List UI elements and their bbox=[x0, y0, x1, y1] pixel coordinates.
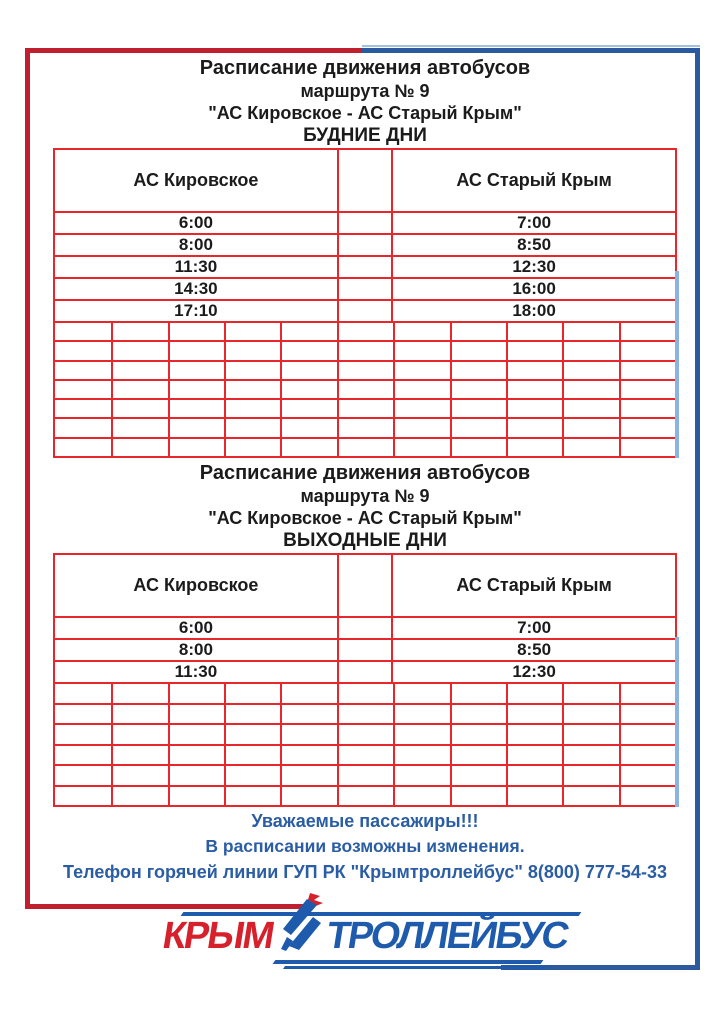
empty-cell bbox=[562, 746, 618, 765]
empty-cell bbox=[562, 684, 618, 703]
empty-cell bbox=[337, 342, 393, 359]
schedule-table-weekdays bbox=[53, 148, 677, 458]
empty-cell bbox=[450, 323, 506, 340]
departure-time: 8:00 bbox=[178, 235, 213, 254]
empty-cell bbox=[506, 439, 562, 456]
empty-cell bbox=[619, 725, 675, 744]
empty-cell bbox=[506, 725, 562, 744]
spacer-cell bbox=[337, 301, 393, 321]
empty-cell bbox=[224, 787, 280, 806]
empty-cell bbox=[506, 362, 562, 379]
empty-cell bbox=[337, 684, 393, 703]
empty-cell bbox=[224, 766, 280, 785]
empty-cell bbox=[224, 419, 280, 436]
empty-cell bbox=[337, 362, 393, 379]
empty-cell bbox=[168, 381, 224, 398]
empty-cell bbox=[619, 400, 675, 417]
time-row bbox=[55, 233, 675, 255]
empty-cell bbox=[619, 381, 675, 398]
empty-cell bbox=[168, 362, 224, 379]
departure-time: 14:30 bbox=[174, 279, 218, 298]
table1-right-blue-edge bbox=[675, 271, 679, 458]
logo-bottom-line-1 bbox=[273, 960, 544, 964]
departure-time: 17:10 bbox=[174, 301, 218, 320]
empty-cell bbox=[337, 746, 393, 765]
empty-cell bbox=[224, 323, 280, 340]
empty-cell bbox=[168, 725, 224, 744]
column-header-kirovskoe: АС Кировское bbox=[133, 575, 259, 595]
empty-cell bbox=[55, 400, 111, 417]
empty-row bbox=[55, 417, 675, 436]
empty-cell bbox=[450, 400, 506, 417]
page-title: Расписание движения автобусов bbox=[199, 57, 531, 79]
empty-cell bbox=[280, 362, 336, 379]
empty-row bbox=[55, 340, 675, 359]
table-header-row bbox=[55, 555, 675, 616]
arrival-time: 12:30 bbox=[512, 662, 556, 681]
empty-cell bbox=[562, 400, 618, 417]
empty-cell bbox=[55, 419, 111, 436]
empty-row bbox=[55, 321, 675, 340]
arrival-time: 8:50 bbox=[517, 640, 552, 659]
column-header-spacer bbox=[337, 555, 393, 616]
frame-top-blue bbox=[362, 48, 700, 53]
table2-right-blue-edge bbox=[675, 637, 679, 807]
empty-cell bbox=[450, 787, 506, 806]
column-header-kirovskoe: АС Кировское bbox=[133, 170, 259, 190]
empty-cell bbox=[55, 766, 111, 785]
empty-cell bbox=[168, 684, 224, 703]
empty-row bbox=[55, 764, 675, 785]
empty-cell bbox=[55, 439, 111, 456]
empty-cell bbox=[224, 725, 280, 744]
empty-row bbox=[55, 703, 675, 724]
empty-cell bbox=[393, 787, 449, 806]
empty-cell bbox=[55, 787, 111, 806]
empty-row bbox=[55, 437, 675, 456]
empty-cell bbox=[168, 766, 224, 785]
logo-word-krym: КРЫМ bbox=[159, 915, 276, 957]
spacer-cell bbox=[337, 662, 393, 682]
frame-top-light-blue-line bbox=[362, 45, 700, 47]
empty-cell bbox=[168, 400, 224, 417]
empty-cell bbox=[280, 419, 336, 436]
empty-cell bbox=[337, 419, 393, 436]
time-row bbox=[55, 638, 675, 660]
empty-cell bbox=[55, 342, 111, 359]
empty-cell bbox=[450, 746, 506, 765]
empty-cell bbox=[280, 381, 336, 398]
empty-cell bbox=[280, 439, 336, 456]
passengers-notice: Уважаемые пассажиры!!! bbox=[251, 811, 479, 831]
empty-row bbox=[55, 398, 675, 417]
empty-cell bbox=[337, 725, 393, 744]
departure-time: 11:30 bbox=[174, 257, 218, 276]
empty-cell bbox=[619, 362, 675, 379]
empty-cell bbox=[337, 439, 393, 456]
empty-cell bbox=[393, 766, 449, 785]
empty-cell bbox=[55, 362, 111, 379]
empty-cell bbox=[506, 766, 562, 785]
weekend-title-block bbox=[53, 461, 677, 552]
empty-cell bbox=[280, 725, 336, 744]
column-header-stary-krym: АС Старый Крым bbox=[456, 170, 612, 190]
spacer-cell bbox=[337, 279, 393, 299]
empty-cell bbox=[619, 342, 675, 359]
empty-cell bbox=[619, 323, 675, 340]
spacer-cell bbox=[337, 618, 393, 638]
arrival-time: 12:30 bbox=[512, 257, 556, 276]
rooster-icon bbox=[278, 891, 324, 953]
empty-cell bbox=[393, 439, 449, 456]
empty-cell bbox=[111, 705, 167, 724]
empty-cell bbox=[506, 787, 562, 806]
empty-cell bbox=[55, 381, 111, 398]
arrival-time: 8:50 bbox=[517, 235, 552, 254]
empty-cell bbox=[450, 684, 506, 703]
empty-cell bbox=[562, 787, 618, 806]
table-header-row bbox=[55, 150, 675, 211]
empty-cell bbox=[450, 342, 506, 359]
empty-cell bbox=[619, 705, 675, 724]
empty-cell bbox=[111, 787, 167, 806]
route-name: "АС Кировское - АС Старый Крым" bbox=[208, 103, 522, 123]
empty-cell bbox=[111, 419, 167, 436]
footer-notices bbox=[53, 809, 677, 885]
empty-cell bbox=[619, 419, 675, 436]
departure-time: 6:00 bbox=[178, 618, 213, 637]
empty-cell bbox=[393, 362, 449, 379]
empty-cell bbox=[450, 362, 506, 379]
time-row bbox=[55, 299, 675, 321]
empty-cell bbox=[506, 323, 562, 340]
empty-cell bbox=[393, 705, 449, 724]
logo-bottom-line-2 bbox=[283, 966, 547, 969]
empty-cell bbox=[280, 400, 336, 417]
time-row bbox=[55, 255, 675, 277]
empty-cell bbox=[337, 381, 393, 398]
empty-cell bbox=[393, 684, 449, 703]
empty-cell bbox=[619, 684, 675, 703]
frame-right-blue bbox=[695, 48, 700, 970]
spacer-cell bbox=[337, 213, 393, 233]
changes-notice: В расписании возможны изменения. bbox=[205, 836, 525, 856]
empty-row bbox=[55, 379, 675, 398]
empty-cell bbox=[280, 746, 336, 765]
empty-cell bbox=[55, 746, 111, 765]
empty-cell bbox=[168, 439, 224, 456]
empty-cell bbox=[562, 725, 618, 744]
departure-time: 6:00 bbox=[178, 213, 213, 232]
departure-time: 8:00 bbox=[178, 640, 213, 659]
empty-cell bbox=[393, 725, 449, 744]
empty-cell bbox=[450, 766, 506, 785]
empty-cell bbox=[224, 439, 280, 456]
empty-cell bbox=[55, 725, 111, 744]
empty-cell bbox=[562, 439, 618, 456]
empty-cell bbox=[562, 705, 618, 724]
weekday-title-block bbox=[53, 56, 677, 147]
empty-cell bbox=[450, 419, 506, 436]
spacer-cell bbox=[337, 235, 393, 255]
empty-cell bbox=[111, 725, 167, 744]
arrival-time: 18:00 bbox=[512, 301, 556, 320]
empty-cell bbox=[619, 439, 675, 456]
krymtrolleybus-logo bbox=[53, 891, 677, 977]
empty-cell bbox=[111, 323, 167, 340]
empty-cell bbox=[562, 362, 618, 379]
empty-cell bbox=[55, 684, 111, 703]
time-row bbox=[55, 616, 675, 638]
empty-row bbox=[55, 360, 675, 379]
empty-cell bbox=[506, 381, 562, 398]
empty-cell bbox=[450, 705, 506, 724]
spacer-cell bbox=[337, 257, 393, 277]
empty-cell bbox=[450, 439, 506, 456]
column-header-spacer bbox=[337, 150, 393, 211]
empty-cell bbox=[111, 766, 167, 785]
empty-row bbox=[55, 723, 675, 744]
time-row bbox=[55, 211, 675, 233]
departure-time: 11:30 bbox=[174, 662, 218, 681]
frame-top-red bbox=[25, 48, 362, 53]
empty-row bbox=[55, 785, 675, 806]
empty-cell bbox=[562, 419, 618, 436]
route-name: "АС Кировское - АС Старый Крым" bbox=[208, 508, 522, 528]
empty-cell bbox=[280, 342, 336, 359]
time-row bbox=[55, 660, 675, 682]
empty-cell bbox=[168, 705, 224, 724]
schedule-table-weekends bbox=[53, 553, 677, 807]
empty-row bbox=[55, 744, 675, 765]
empty-cell bbox=[55, 705, 111, 724]
empty-cell bbox=[224, 400, 280, 417]
empty-cell bbox=[224, 342, 280, 359]
weekday-label: БУДНИЕ ДНИ bbox=[303, 125, 427, 146]
empty-cell bbox=[506, 746, 562, 765]
empty-cell bbox=[506, 705, 562, 724]
hotline-phone: Телефон горячей линии ГУП РК "Крымтроллейбус" 8(800) 777-54-33 bbox=[63, 862, 667, 882]
empty-cell bbox=[562, 342, 618, 359]
empty-cell bbox=[337, 766, 393, 785]
empty-cell bbox=[337, 787, 393, 806]
empty-cell bbox=[506, 400, 562, 417]
empty-cell bbox=[224, 705, 280, 724]
empty-cell bbox=[337, 400, 393, 417]
empty-cell bbox=[393, 342, 449, 359]
empty-cell bbox=[450, 381, 506, 398]
spacer-cell bbox=[337, 640, 393, 660]
empty-cell bbox=[393, 323, 449, 340]
empty-cell bbox=[168, 323, 224, 340]
page-title: Расписание движения автобусов bbox=[199, 462, 531, 484]
empty-cell bbox=[619, 766, 675, 785]
arrival-time: 7:00 bbox=[517, 618, 552, 637]
empty-cell bbox=[280, 705, 336, 724]
arrival-time: 7:00 bbox=[517, 213, 552, 232]
weekend-label: ВЫХОДНЫЕ ДНИ bbox=[283, 530, 447, 551]
route-number: маршрута № 9 bbox=[300, 486, 430, 506]
empty-cell bbox=[337, 323, 393, 340]
empty-cell bbox=[393, 746, 449, 765]
empty-cell bbox=[393, 400, 449, 417]
empty-cell bbox=[562, 766, 618, 785]
empty-cell bbox=[619, 746, 675, 765]
empty-cell bbox=[111, 381, 167, 398]
empty-cell bbox=[337, 705, 393, 724]
arrival-time: 16:00 bbox=[512, 279, 556, 298]
empty-cell bbox=[280, 323, 336, 340]
empty-cell bbox=[224, 381, 280, 398]
empty-cell bbox=[450, 725, 506, 744]
empty-cell bbox=[111, 439, 167, 456]
empty-cell bbox=[224, 362, 280, 379]
empty-cell bbox=[562, 381, 618, 398]
empty-cell bbox=[111, 362, 167, 379]
empty-row bbox=[55, 682, 675, 703]
empty-cell bbox=[506, 342, 562, 359]
empty-cell bbox=[224, 746, 280, 765]
empty-cell bbox=[280, 787, 336, 806]
empty-cell bbox=[168, 342, 224, 359]
empty-cell bbox=[111, 684, 167, 703]
empty-cell bbox=[280, 684, 336, 703]
frame-left-red bbox=[25, 48, 30, 909]
empty-cell bbox=[168, 787, 224, 806]
empty-cell bbox=[224, 684, 280, 703]
empty-cell bbox=[111, 342, 167, 359]
column-header-stary-krym: АС Старый Крым bbox=[456, 575, 612, 595]
empty-cell bbox=[111, 746, 167, 765]
empty-cell bbox=[393, 381, 449, 398]
time-row bbox=[55, 277, 675, 299]
empty-cell bbox=[280, 766, 336, 785]
empty-cell bbox=[619, 787, 675, 806]
empty-cell bbox=[168, 419, 224, 436]
empty-cell bbox=[111, 400, 167, 417]
empty-cell bbox=[506, 684, 562, 703]
empty-cell bbox=[55, 323, 111, 340]
empty-cell bbox=[506, 419, 562, 436]
route-number: маршрута № 9 bbox=[300, 81, 430, 101]
empty-cell bbox=[393, 419, 449, 436]
empty-cell bbox=[562, 323, 618, 340]
logo-word-trolleybus: ТРОЛЛЕЙБУС bbox=[323, 915, 571, 957]
empty-cell bbox=[168, 746, 224, 765]
